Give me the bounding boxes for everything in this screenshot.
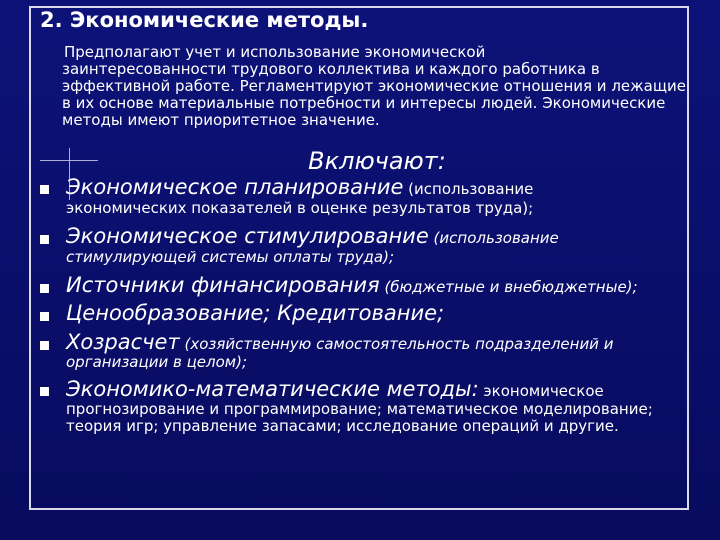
item-head: Хозрасчет (66, 330, 180, 354)
item-tail: (бюджетные и внебюджетные); (379, 278, 638, 296)
bullet-icon (40, 387, 49, 396)
bullet-icon (40, 312, 49, 321)
item-tail: экономическое (478, 382, 604, 400)
bullet-icon (40, 284, 49, 293)
item-head: Ценообразование; Кредитование; (66, 301, 445, 325)
item-tail: (использование (428, 229, 559, 247)
bullet-icon (40, 341, 49, 350)
list-item-stimulation (66, 224, 688, 266)
item-head: Источники финансирования (66, 273, 380, 297)
item-tail: (использование (403, 180, 534, 198)
item-tail: (хозяйственную самостоятельность подразделений и (179, 335, 614, 353)
list-item-planning (66, 175, 688, 217)
intro-line-1: Предполагают учет и использование экономической (64, 43, 486, 61)
item-head: Экономическое стимулирование (66, 224, 429, 248)
slide-title: 2. Экономические методы. (40, 8, 369, 32)
item-line2: экономических показателей в оценке результатов труда); (66, 199, 534, 217)
list-item-pricing-credit (66, 301, 688, 325)
list-item-self-financing (66, 330, 688, 371)
list-item-math-methods (66, 377, 688, 435)
item-head: Экономическое планирование (66, 175, 404, 199)
bullet-icon (40, 235, 49, 244)
includes-heading: Включают: (308, 147, 446, 175)
intro-paragraph (62, 44, 688, 129)
item-line2: организации в целом); (66, 353, 248, 371)
list-item-financing (66, 273, 688, 297)
item-head: Экономико-математические методы: (66, 377, 479, 401)
intro-rest: заинтересованности трудового коллектива и каждого работника в эффективной работе. Регламентируют экономические отношения и лежащие в их основе материальные потребности и интересы людей. Экономические методы имеют приоритетное значение. (62, 60, 686, 129)
bullet-icon (40, 185, 49, 194)
item-line2: стимулирующей системы оплаты труда); (66, 248, 395, 266)
item-line2: прогнозирование и программирование; математическое моделирование; теория игр; управление запасами; исследование операций и другие. (66, 400, 653, 435)
